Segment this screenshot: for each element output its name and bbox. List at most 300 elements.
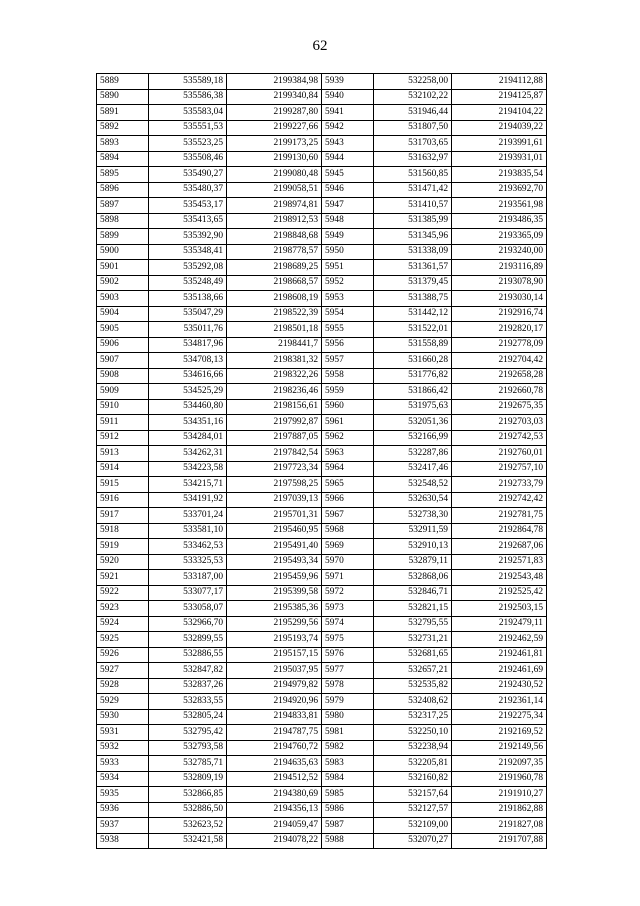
point-number-right: 5942 (322, 120, 374, 136)
y-coordinate-left: 2195299,56 (227, 616, 322, 632)
x-coordinate-left: 534351,16 (149, 415, 227, 431)
table-row (97, 306, 547, 322)
point-number-right: 5946 (322, 182, 374, 198)
point-number-right: 5952 (322, 275, 374, 291)
point-number-right: 5978 (322, 678, 374, 694)
table-row (97, 601, 547, 617)
table-row (97, 151, 547, 167)
point-number-right: 5953 (322, 291, 374, 307)
y-coordinate-right: 2192916,74 (452, 306, 547, 322)
table-row (97, 663, 547, 679)
point-number-left: 5889 (97, 74, 149, 90)
table-row (97, 461, 547, 477)
y-coordinate-right: 2191910,27 (452, 787, 547, 803)
point-number-right: 5959 (322, 384, 374, 400)
y-coordinate-right: 2192503,15 (452, 601, 547, 617)
y-coordinate-left: 2198848,68 (227, 229, 322, 245)
point-number-right: 5957 (322, 353, 374, 369)
x-coordinate-right: 531632,97 (374, 151, 452, 167)
point-number-left: 5908 (97, 368, 149, 384)
table-row (97, 120, 547, 136)
y-coordinate-right: 2192733,79 (452, 477, 547, 493)
point-number-right: 5964 (322, 461, 374, 477)
x-coordinate-left: 535348,41 (149, 244, 227, 260)
y-coordinate-left: 2198912,53 (227, 213, 322, 229)
x-coordinate-right: 532102,22 (374, 89, 452, 105)
y-coordinate-right: 2192571,83 (452, 554, 547, 570)
y-coordinate-left: 2198668,57 (227, 275, 322, 291)
point-number-left: 5937 (97, 818, 149, 834)
x-coordinate-left: 533187,00 (149, 570, 227, 586)
table-row (97, 136, 547, 152)
table-row (97, 368, 547, 384)
x-coordinate-right: 532109,00 (374, 818, 452, 834)
y-coordinate-right: 2192543,48 (452, 570, 547, 586)
point-number-left: 5900 (97, 244, 149, 260)
table-row (97, 709, 547, 725)
x-coordinate-right: 531471,42 (374, 182, 452, 198)
x-coordinate-left: 534223,58 (149, 461, 227, 477)
point-number-left: 5928 (97, 678, 149, 694)
x-coordinate-right: 532738,30 (374, 508, 452, 524)
x-coordinate-left: 532795,42 (149, 725, 227, 741)
x-coordinate-right: 532731,21 (374, 632, 452, 648)
point-number-right: 5962 (322, 430, 374, 446)
point-number-left: 5934 (97, 771, 149, 787)
point-number-right: 5982 (322, 740, 374, 756)
point-number-left: 5936 (97, 802, 149, 818)
point-number-left: 5915 (97, 477, 149, 493)
y-coordinate-left: 2197992,87 (227, 415, 322, 431)
y-coordinate-right: 2192462,59 (452, 632, 547, 648)
y-coordinate-left: 2199384,98 (227, 74, 322, 90)
x-coordinate-left: 532785,71 (149, 756, 227, 772)
y-coordinate-right: 2193991,61 (452, 136, 547, 152)
point-number-left: 5935 (97, 787, 149, 803)
y-coordinate-right: 2194039,22 (452, 120, 547, 136)
table-row (97, 275, 547, 291)
x-coordinate-left: 533701,24 (149, 508, 227, 524)
x-coordinate-right: 531361,57 (374, 260, 452, 276)
table-row (97, 570, 547, 586)
point-number-right: 5975 (322, 632, 374, 648)
y-coordinate-left: 2195493,34 (227, 554, 322, 570)
x-coordinate-left: 532833,55 (149, 694, 227, 710)
x-coordinate-right: 531379,45 (374, 275, 452, 291)
x-coordinate-left: 534262,31 (149, 446, 227, 462)
point-number-right: 5983 (322, 756, 374, 772)
point-number-right: 5951 (322, 260, 374, 276)
y-coordinate-right: 2192461,69 (452, 663, 547, 679)
point-number-left: 5907 (97, 353, 149, 369)
y-coordinate-left: 2198441,7 (227, 337, 322, 353)
table-row (97, 492, 547, 508)
point-number-left: 5905 (97, 322, 149, 338)
x-coordinate-left: 535292,08 (149, 260, 227, 276)
x-coordinate-left: 535523,25 (149, 136, 227, 152)
point-number-right: 5981 (322, 725, 374, 741)
x-coordinate-right: 532630,54 (374, 492, 452, 508)
point-number-left: 5933 (97, 756, 149, 772)
y-coordinate-right: 2193030,14 (452, 291, 547, 307)
point-number-right: 5960 (322, 399, 374, 415)
point-number-left: 5923 (97, 601, 149, 617)
x-coordinate-left: 533325,53 (149, 554, 227, 570)
y-coordinate-right: 2192169,52 (452, 725, 547, 741)
y-coordinate-right: 2192149,56 (452, 740, 547, 756)
y-coordinate-right: 2192742,42 (452, 492, 547, 508)
point-number-right: 5988 (322, 833, 374, 849)
x-coordinate-left: 532421,58 (149, 833, 227, 849)
y-coordinate-left: 2194078,22 (227, 833, 322, 849)
point-number-left: 5938 (97, 833, 149, 849)
point-number-left: 5914 (97, 461, 149, 477)
table-row (97, 802, 547, 818)
y-coordinate-left: 2199287,80 (227, 105, 322, 121)
x-coordinate-left: 535480,37 (149, 182, 227, 198)
table-row (97, 167, 547, 183)
point-number-right: 5973 (322, 601, 374, 617)
x-coordinate-left: 532623,52 (149, 818, 227, 834)
point-number-right: 5965 (322, 477, 374, 493)
y-coordinate-left: 2199058,51 (227, 182, 322, 198)
point-number-left: 5892 (97, 120, 149, 136)
table-row (97, 725, 547, 741)
y-coordinate-left: 2195491,40 (227, 539, 322, 555)
x-coordinate-right: 531560,85 (374, 167, 452, 183)
point-number-right: 5985 (322, 787, 374, 803)
x-coordinate-left: 533581,10 (149, 523, 227, 539)
coordinates-table-body (97, 74, 547, 849)
point-number-left: 5927 (97, 663, 149, 679)
y-coordinate-right: 2192703,03 (452, 415, 547, 431)
point-number-left: 5891 (97, 105, 149, 121)
y-coordinate-right: 2193116,89 (452, 260, 547, 276)
x-coordinate-right: 531410,57 (374, 198, 452, 214)
y-coordinate-right: 2193931,01 (452, 151, 547, 167)
x-coordinate-right: 532846,71 (374, 585, 452, 601)
point-number-right: 5967 (322, 508, 374, 524)
x-coordinate-right: 532051,36 (374, 415, 452, 431)
x-coordinate-right: 532868,06 (374, 570, 452, 586)
y-coordinate-right: 2192760,01 (452, 446, 547, 462)
y-coordinate-right: 2192525,42 (452, 585, 547, 601)
point-number-left: 5921 (97, 570, 149, 586)
point-number-left: 5916 (97, 492, 149, 508)
y-coordinate-right: 2192704,42 (452, 353, 547, 369)
y-coordinate-right: 2192461,81 (452, 647, 547, 663)
table-row (97, 740, 547, 756)
x-coordinate-left: 534215,71 (149, 477, 227, 493)
point-number-left: 5925 (97, 632, 149, 648)
x-coordinate-left: 532847,82 (149, 663, 227, 679)
x-coordinate-left: 535138,66 (149, 291, 227, 307)
y-coordinate-left: 2194635,63 (227, 756, 322, 772)
point-number-right: 5972 (322, 585, 374, 601)
point-number-right: 5961 (322, 415, 374, 431)
x-coordinate-left: 535551,53 (149, 120, 227, 136)
point-number-right: 5968 (322, 523, 374, 539)
point-number-right: 5941 (322, 105, 374, 121)
x-coordinate-left: 534708,13 (149, 353, 227, 369)
y-coordinate-right: 2192361,14 (452, 694, 547, 710)
y-coordinate-left: 2198974,81 (227, 198, 322, 214)
table-row (97, 89, 547, 105)
point-number-right: 5966 (322, 492, 374, 508)
point-number-left: 5917 (97, 508, 149, 524)
point-number-right: 5948 (322, 213, 374, 229)
point-number-right: 5956 (322, 337, 374, 353)
x-coordinate-right: 532258,00 (374, 74, 452, 90)
y-coordinate-right: 2192675,35 (452, 399, 547, 415)
x-coordinate-left: 534191,92 (149, 492, 227, 508)
point-number-right: 5986 (322, 802, 374, 818)
point-number-left: 5926 (97, 647, 149, 663)
y-coordinate-right: 2192660,78 (452, 384, 547, 400)
y-coordinate-right: 2192778,09 (452, 337, 547, 353)
table-row (97, 585, 547, 601)
page-number: 62 (312, 38, 328, 54)
x-coordinate-left: 535011,76 (149, 322, 227, 338)
table-row (97, 477, 547, 493)
point-number-left: 5910 (97, 399, 149, 415)
point-number-right: 5984 (322, 771, 374, 787)
x-coordinate-right: 531338,09 (374, 244, 452, 260)
table-row (97, 74, 547, 90)
x-coordinate-right: 532417,46 (374, 461, 452, 477)
point-number-left: 5898 (97, 213, 149, 229)
y-coordinate-right: 2192742,53 (452, 430, 547, 446)
table-row (97, 337, 547, 353)
table-row (97, 787, 547, 803)
table-row (97, 322, 547, 338)
y-coordinate-left: 2194760,72 (227, 740, 322, 756)
point-number-right: 5944 (322, 151, 374, 167)
point-number-left: 5899 (97, 229, 149, 245)
point-number-right: 5939 (322, 74, 374, 90)
table-row (97, 818, 547, 834)
y-coordinate-left: 2198322,26 (227, 368, 322, 384)
y-coordinate-right: 2192658,28 (452, 368, 547, 384)
y-coordinate-right: 2192275,34 (452, 709, 547, 725)
x-coordinate-right: 532911,59 (374, 523, 452, 539)
table-row (97, 415, 547, 431)
x-coordinate-right: 531776,82 (374, 368, 452, 384)
y-coordinate-right: 2193365,09 (452, 229, 547, 245)
y-coordinate-left: 2195385,36 (227, 601, 322, 617)
x-coordinate-left: 534616,66 (149, 368, 227, 384)
point-number-left: 5931 (97, 725, 149, 741)
x-coordinate-left: 532886,50 (149, 802, 227, 818)
point-number-right: 5963 (322, 446, 374, 462)
point-number-right: 5949 (322, 229, 374, 245)
x-coordinate-left: 533058,07 (149, 601, 227, 617)
point-number-left: 5918 (97, 523, 149, 539)
x-coordinate-right: 531388,75 (374, 291, 452, 307)
point-number-left: 5930 (97, 709, 149, 725)
x-coordinate-right: 532238,94 (374, 740, 452, 756)
y-coordinate-left: 2198778,57 (227, 244, 322, 260)
x-coordinate-right: 531345,96 (374, 229, 452, 245)
y-coordinate-right: 2193835,54 (452, 167, 547, 183)
table-row (97, 694, 547, 710)
x-coordinate-left: 534284,01 (149, 430, 227, 446)
x-coordinate-left: 535413,65 (149, 213, 227, 229)
x-coordinate-left: 535583,04 (149, 105, 227, 121)
table-row (97, 260, 547, 276)
point-number-left: 5906 (97, 337, 149, 353)
table-row (97, 182, 547, 198)
x-coordinate-right: 531703,65 (374, 136, 452, 152)
point-number-right: 5974 (322, 616, 374, 632)
x-coordinate-right: 532910,13 (374, 539, 452, 555)
x-coordinate-left: 534460,80 (149, 399, 227, 415)
x-coordinate-left: 535248,49 (149, 275, 227, 291)
table-row (97, 756, 547, 772)
y-coordinate-right: 2193240,00 (452, 244, 547, 260)
y-coordinate-right: 2191827,08 (452, 818, 547, 834)
x-coordinate-right: 531660,28 (374, 353, 452, 369)
y-coordinate-left: 2195460,95 (227, 523, 322, 539)
x-coordinate-left: 535453,17 (149, 198, 227, 214)
table-row (97, 523, 547, 539)
x-coordinate-right: 532681,65 (374, 647, 452, 663)
y-coordinate-left: 2198608,19 (227, 291, 322, 307)
x-coordinate-right: 532795,55 (374, 616, 452, 632)
table-row (97, 647, 547, 663)
y-coordinate-left: 2195459,96 (227, 570, 322, 586)
point-number-right: 5987 (322, 818, 374, 834)
table-row (97, 446, 547, 462)
point-number-right: 5970 (322, 554, 374, 570)
y-coordinate-right: 2191707,88 (452, 833, 547, 849)
x-coordinate-left: 532899,55 (149, 632, 227, 648)
x-coordinate-left: 535047,29 (149, 306, 227, 322)
point-number-right: 5958 (322, 368, 374, 384)
y-coordinate-left: 2194380,69 (227, 787, 322, 803)
point-number-right: 5976 (322, 647, 374, 663)
table-row (97, 616, 547, 632)
table-row (97, 198, 547, 214)
y-coordinate-left: 2195193,74 (227, 632, 322, 648)
point-number-left: 5912 (97, 430, 149, 446)
y-coordinate-right: 2192820,17 (452, 322, 547, 338)
table-row (97, 430, 547, 446)
point-number-left: 5924 (97, 616, 149, 632)
y-coordinate-left: 2194059,47 (227, 818, 322, 834)
x-coordinate-left: 533077,17 (149, 585, 227, 601)
y-coordinate-right: 2192864,78 (452, 523, 547, 539)
x-coordinate-right: 531866,42 (374, 384, 452, 400)
x-coordinate-right: 532127,57 (374, 802, 452, 818)
point-number-right: 5950 (322, 244, 374, 260)
x-coordinate-right: 532205,81 (374, 756, 452, 772)
y-coordinate-left: 2199080,48 (227, 167, 322, 183)
point-number-right: 5969 (322, 539, 374, 555)
y-coordinate-right: 2192687,06 (452, 539, 547, 555)
point-number-left: 5911 (97, 415, 149, 431)
point-number-left: 5890 (97, 89, 149, 105)
x-coordinate-right: 532657,21 (374, 663, 452, 679)
y-coordinate-right: 2193078,90 (452, 275, 547, 291)
x-coordinate-right: 532070,27 (374, 833, 452, 849)
y-coordinate-right: 2193486,35 (452, 213, 547, 229)
x-coordinate-right: 532157,64 (374, 787, 452, 803)
y-coordinate-right: 2192097,35 (452, 756, 547, 772)
y-coordinate-left: 2194787,75 (227, 725, 322, 741)
x-coordinate-left: 532866,85 (149, 787, 227, 803)
y-coordinate-right: 2193692,70 (452, 182, 547, 198)
point-number-right: 5940 (322, 89, 374, 105)
y-coordinate-right: 2194104,22 (452, 105, 547, 121)
table-row (97, 632, 547, 648)
y-coordinate-left: 2195157,15 (227, 647, 322, 663)
table-row (97, 229, 547, 245)
x-coordinate-left: 535586,38 (149, 89, 227, 105)
table-row (97, 244, 547, 260)
y-coordinate-left: 2198381,32 (227, 353, 322, 369)
x-coordinate-right: 532160,82 (374, 771, 452, 787)
point-number-left: 5904 (97, 306, 149, 322)
point-number-left: 5909 (97, 384, 149, 400)
table-row (97, 213, 547, 229)
y-coordinate-left: 2198689,25 (227, 260, 322, 276)
point-number-right: 5980 (322, 709, 374, 725)
y-coordinate-right: 2191960,78 (452, 771, 547, 787)
point-number-left: 5919 (97, 539, 149, 555)
x-coordinate-left: 532793,58 (149, 740, 227, 756)
y-coordinate-right: 2192430,52 (452, 678, 547, 694)
point-number-left: 5895 (97, 167, 149, 183)
point-number-left: 5920 (97, 554, 149, 570)
point-number-left: 5902 (97, 275, 149, 291)
y-coordinate-left: 2197887,05 (227, 430, 322, 446)
x-coordinate-right: 532250,10 (374, 725, 452, 741)
y-coordinate-left: 2197723,34 (227, 461, 322, 477)
point-number-left: 5896 (97, 182, 149, 198)
x-coordinate-right: 532535,82 (374, 678, 452, 694)
y-coordinate-left: 2199173,25 (227, 136, 322, 152)
y-coordinate-left: 2198501,18 (227, 322, 322, 338)
table-row (97, 291, 547, 307)
x-coordinate-right: 532548,52 (374, 477, 452, 493)
y-coordinate-left: 2198522,39 (227, 306, 322, 322)
table-row (97, 353, 547, 369)
table-row (97, 678, 547, 694)
point-number-right: 5977 (322, 663, 374, 679)
point-number-right: 5979 (322, 694, 374, 710)
y-coordinate-left: 2194512,52 (227, 771, 322, 787)
y-coordinate-left: 2199227,66 (227, 120, 322, 136)
x-coordinate-right: 531385,99 (374, 213, 452, 229)
point-number-left: 5913 (97, 446, 149, 462)
y-coordinate-right: 2193561,98 (452, 198, 547, 214)
point-number-left: 5897 (97, 198, 149, 214)
table-row (97, 508, 547, 524)
y-coordinate-right: 2191862,88 (452, 802, 547, 818)
y-coordinate-right: 2194125,87 (452, 89, 547, 105)
x-coordinate-right: 531946,44 (374, 105, 452, 121)
table-row (97, 105, 547, 121)
y-coordinate-left: 2194356,13 (227, 802, 322, 818)
point-number-right: 5943 (322, 136, 374, 152)
x-coordinate-right: 532317,25 (374, 709, 452, 725)
x-coordinate-right: 531807,50 (374, 120, 452, 136)
point-number-right: 5971 (322, 570, 374, 586)
y-coordinate-left: 2195037,95 (227, 663, 322, 679)
x-coordinate-right: 531442,12 (374, 306, 452, 322)
x-coordinate-left: 535490,27 (149, 167, 227, 183)
